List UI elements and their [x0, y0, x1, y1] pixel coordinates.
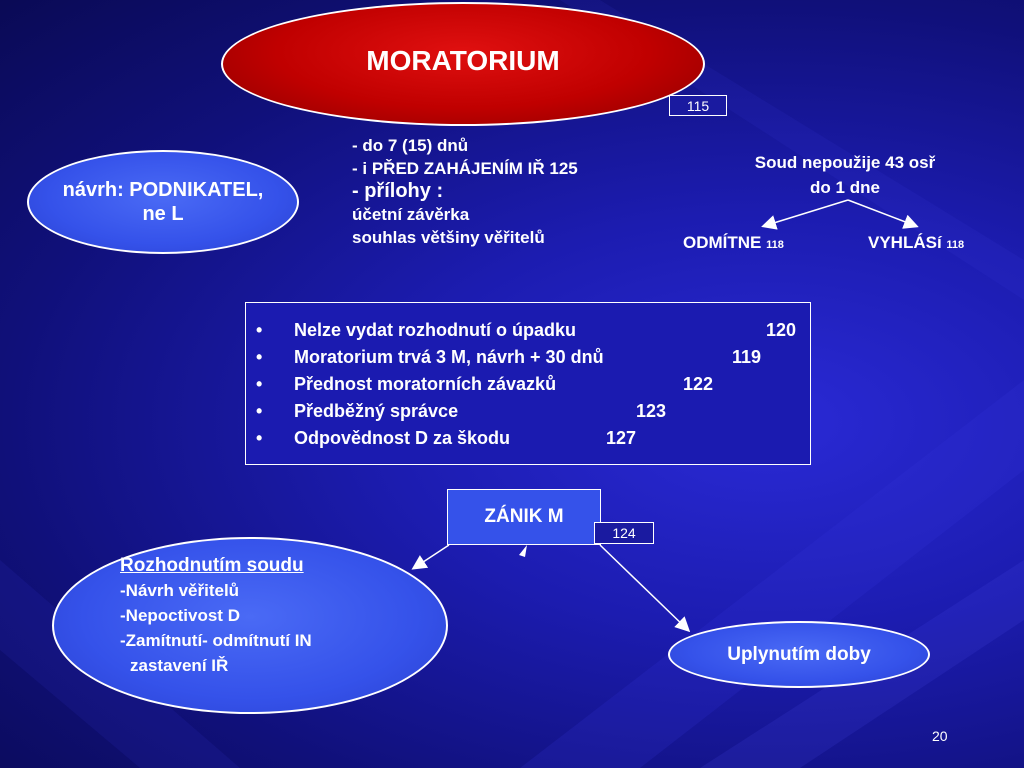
info-item-ref: 127	[606, 428, 637, 448]
proposer-ellipse	[27, 150, 299, 254]
info-item-ref: 122	[683, 374, 714, 394]
court-decision-item-text: Návrh věřitelů	[125, 581, 240, 600]
bullet: •	[256, 374, 263, 394]
bullet: •	[256, 428, 263, 448]
arrow-to-lapse	[600, 545, 688, 630]
info-item-text: Odpovědnost D za škodu	[294, 428, 511, 448]
title-ellipse	[221, 2, 705, 126]
info-box	[245, 302, 811, 465]
court-decision-item	[120, 578, 312, 603]
info-item-text: Přednost moratorních závazků	[294, 374, 557, 394]
conditions-line-3: - přílohy :	[352, 180, 444, 202]
title-text: MORATORIUM	[366, 45, 560, 76]
reject-ref: 118	[766, 239, 784, 251]
arrow-to-reject	[764, 200, 848, 226]
declare-label: VYHLÁSí	[868, 233, 942, 252]
proposer-line-2: ne L	[142, 203, 184, 225]
conditions-text	[352, 134, 578, 249]
page-number: 20	[932, 728, 948, 744]
conditions-line-2: - i PŘED ZAHÁJENÍM IŘ 125	[352, 159, 578, 178]
conditions-line-5: souhlas většiny věřitelů	[352, 228, 545, 247]
court-text	[700, 150, 990, 200]
info-item-text: Moratorium trvá 3 M, návrh + 30 dnů	[294, 347, 604, 367]
lapse-ellipse	[668, 621, 930, 688]
court-decision-content	[120, 553, 312, 678]
termination-ref-box: 124	[594, 522, 654, 544]
proposer-line-1: návrh: PODNIKATEL,	[62, 179, 264, 201]
termination-box	[447, 489, 601, 545]
declare-outcome	[868, 233, 964, 253]
reject-outcome	[683, 233, 784, 253]
info-item-text: Předběžný správce	[294, 401, 459, 421]
court-line-2: do 1 dne	[810, 178, 880, 197]
info-item-ref: 119	[732, 347, 762, 367]
dash: -	[120, 581, 126, 600]
info-item	[246, 425, 810, 452]
court-decision-item-text: Nepoctivost D	[125, 606, 240, 625]
court-decision-ellipse	[52, 537, 448, 714]
dash: -	[120, 606, 126, 625]
court-line-1: Soud nepoužije 43 osř	[754, 153, 936, 172]
info-item-ref: 120	[766, 320, 797, 340]
info-item	[246, 317, 810, 344]
arrow-to-declare	[848, 200, 916, 226]
court-decision-continuation: zastavení IŘ	[130, 656, 229, 675]
reject-label: ODMÍTNE	[683, 233, 762, 252]
info-item-text: Nelze vydat rozhodnutí o úpadku	[294, 320, 577, 340]
termination-label: ZÁNIK M	[484, 506, 564, 527]
info-list	[246, 303, 810, 452]
court-decision-heading: Rozhodnutím soudu	[120, 555, 304, 576]
info-item	[246, 371, 810, 398]
court-decision-item	[120, 603, 312, 628]
title-ref-box: 115	[669, 95, 727, 116]
court-decision-item-text: Zamítnutí- odmítnutí IN	[125, 631, 312, 650]
declare-ref: 118	[946, 239, 965, 251]
info-item-ref: 123	[636, 401, 667, 421]
info-item	[246, 344, 810, 371]
bullet: •	[256, 347, 263, 367]
conditions-line-4: účetní závěrka	[352, 205, 470, 224]
bullet: •	[256, 320, 263, 340]
arrow-mark	[519, 545, 527, 557]
bullet: •	[256, 401, 263, 421]
lapse-label: Uplynutím doby	[727, 643, 871, 665]
dash: -	[120, 631, 126, 650]
conditions-line-1: - do 7 (15) dnů	[352, 136, 469, 155]
arrow-to-court-decision	[414, 545, 449, 568]
court-decision-item	[120, 628, 312, 653]
info-item	[246, 398, 810, 425]
